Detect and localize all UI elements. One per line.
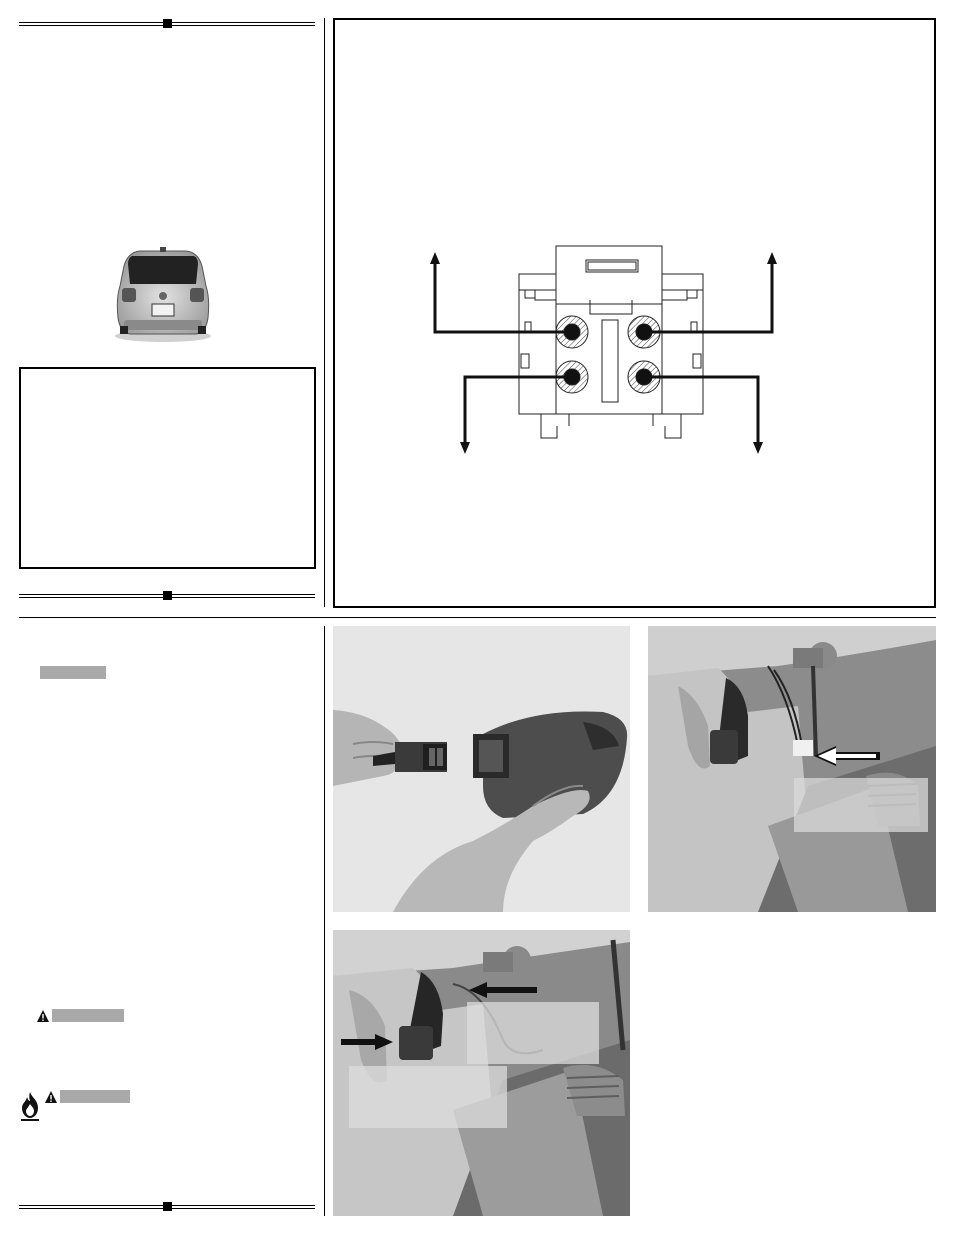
column-divider-bottom (324, 626, 325, 1216)
section-divider (19, 617, 936, 618)
caution-tag (52, 1009, 124, 1022)
column-divider-top (324, 18, 325, 607)
photo-under-dash-harness (648, 626, 936, 912)
warning-icon (44, 1090, 58, 1104)
connector-diagram-box (333, 18, 936, 608)
warning-icon (36, 1009, 50, 1023)
notice-tag (40, 666, 106, 679)
bottom-section-rule (19, 1205, 315, 1209)
connector-diagram (335, 20, 934, 606)
warning-tag (60, 1090, 130, 1103)
top-left-rule (19, 22, 315, 26)
info-box-text (21, 369, 314, 385)
photo-connector-plugging (333, 626, 630, 912)
bottom-left-rule (19, 594, 315, 598)
info-box (19, 367, 316, 569)
photo-under-dash-mounting (333, 930, 630, 1216)
vehicle-image (110, 246, 216, 342)
fire-hazard-icon (18, 1090, 42, 1122)
